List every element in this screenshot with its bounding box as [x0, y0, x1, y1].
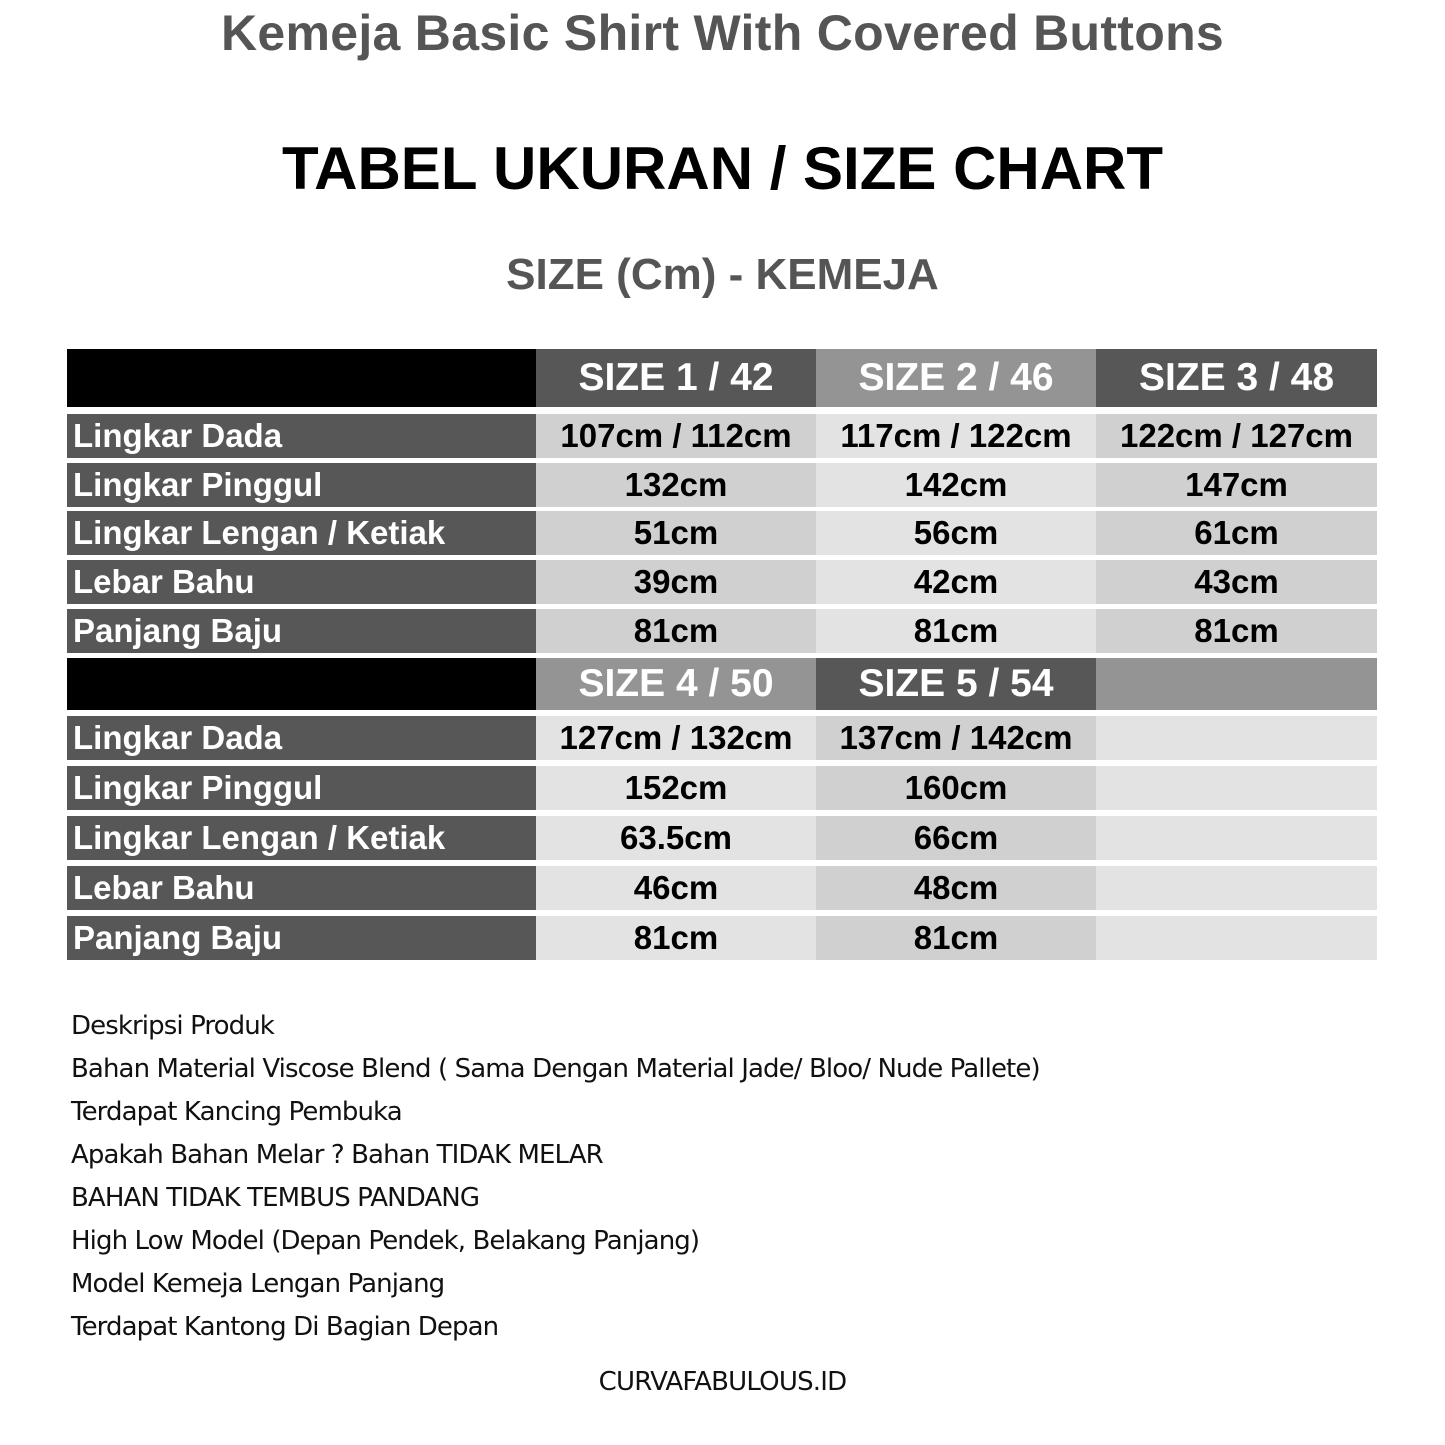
- table-row: [67, 916, 1377, 960]
- table-row: [67, 463, 1377, 507]
- table-cell: 132cm: [536, 463, 816, 507]
- table-row: [67, 414, 1377, 458]
- table-header-row: [67, 658, 1377, 710]
- row-label: Lingkar Dada: [67, 414, 536, 458]
- table-cell-empty: [1096, 766, 1377, 810]
- row-label: Lingkar Pinggul: [67, 766, 536, 810]
- table-header-row: [67, 349, 1377, 407]
- table-cell: 81cm: [816, 609, 1096, 653]
- description-heading: Deskripsi Produk: [71, 1011, 274, 1041]
- product-title: Kemeja Basic Shirt With Covered Buttons: [220, 5, 1225, 61]
- table-cell: 147cm: [1096, 463, 1377, 507]
- table-cell: 81cm: [536, 609, 816, 653]
- table-cell: 142cm: [816, 463, 1096, 507]
- table-row: [67, 511, 1377, 555]
- size-header: SIZE 1 / 42: [536, 349, 816, 407]
- table-row: [67, 866, 1377, 910]
- brand-footer: CURVAFABULOUS.ID: [598, 1367, 847, 1397]
- table-cell-empty: [1096, 866, 1377, 910]
- description-line: Apakah Bahan Melar ? Bahan TIDAK MELAR: [71, 1140, 603, 1170]
- table-row: [67, 560, 1377, 604]
- table-cell: 63.5cm: [536, 816, 816, 860]
- row-label: Lingkar Lengan / Ketiak: [67, 816, 536, 860]
- description-line: BAHAN TIDAK TEMBUS PANDANG: [71, 1183, 480, 1213]
- size-header: SIZE 2 / 46: [816, 349, 1096, 407]
- table-cell: 137cm / 142cm: [816, 716, 1096, 760]
- table-row: [67, 766, 1377, 810]
- table-cell-empty: [1096, 816, 1377, 860]
- table-cell: 122cm / 127cm: [1096, 414, 1377, 458]
- table-cell: 81cm: [816, 916, 1096, 960]
- table-cell: 160cm: [816, 766, 1096, 810]
- row-label: Lebar Bahu: [67, 560, 536, 604]
- table-cell: 152cm: [536, 766, 816, 810]
- row-label: Panjang Baju: [67, 916, 536, 960]
- size-header: SIZE 5 / 54: [816, 658, 1096, 710]
- description-line: High Low Model (Depan Pendek, Belakang Panjang): [71, 1226, 700, 1256]
- table-cell: 46cm: [536, 866, 816, 910]
- description-line: Terdapat Kantong Di Bagian Depan: [71, 1312, 499, 1342]
- size-chart-title: TABEL UKURAN / SIZE CHART: [281, 135, 1164, 202]
- table-cell: 48cm: [816, 866, 1096, 910]
- table-cell: 39cm: [536, 560, 816, 604]
- table-row: [67, 609, 1377, 653]
- table-row: [67, 716, 1377, 760]
- table-cell: 42cm: [816, 560, 1096, 604]
- product-description: [71, 1005, 1040, 1349]
- description-line: Terdapat Kancing Pembuka: [71, 1097, 402, 1127]
- table-cell: 43cm: [1096, 560, 1377, 604]
- size-header-empty: [1096, 658, 1377, 710]
- size-header: SIZE 4 / 50: [536, 658, 816, 710]
- table-cell: 51cm: [536, 511, 816, 555]
- row-label: Panjang Baju: [67, 609, 536, 653]
- row-label: Lingkar Lengan / Ketiak: [67, 511, 536, 555]
- size-header: SIZE 3 / 48: [1096, 349, 1377, 407]
- description-line: Model Kemeja Lengan Panjang: [71, 1269, 445, 1299]
- row-label: Lebar Bahu: [67, 866, 536, 910]
- header-corner: [67, 349, 536, 407]
- table-cell: 127cm / 132cm: [536, 716, 816, 760]
- row-label: Lingkar Dada: [67, 716, 536, 760]
- table-cell: 107cm / 112cm: [536, 414, 816, 458]
- table-cell: 56cm: [816, 511, 1096, 555]
- table-cell: 61cm: [1096, 511, 1377, 555]
- table-cell: 117cm / 122cm: [816, 414, 1096, 458]
- table-row: [67, 816, 1377, 860]
- description-line: Bahan Material Viscose Blend ( Sama Dengan Material Jade/ Bloo/ Nude Pallete): [71, 1054, 1040, 1084]
- table-cell: 81cm: [536, 916, 816, 960]
- table-cell: 66cm: [816, 816, 1096, 860]
- table-cell: 81cm: [1096, 609, 1377, 653]
- size-chart-subtitle: SIZE (Cm) - KEMEJA: [506, 250, 939, 299]
- header-corner: [67, 658, 536, 710]
- table-cell-empty: [1096, 916, 1377, 960]
- row-label: Lingkar Pinggul: [67, 463, 536, 507]
- table-cell-empty: [1096, 716, 1377, 760]
